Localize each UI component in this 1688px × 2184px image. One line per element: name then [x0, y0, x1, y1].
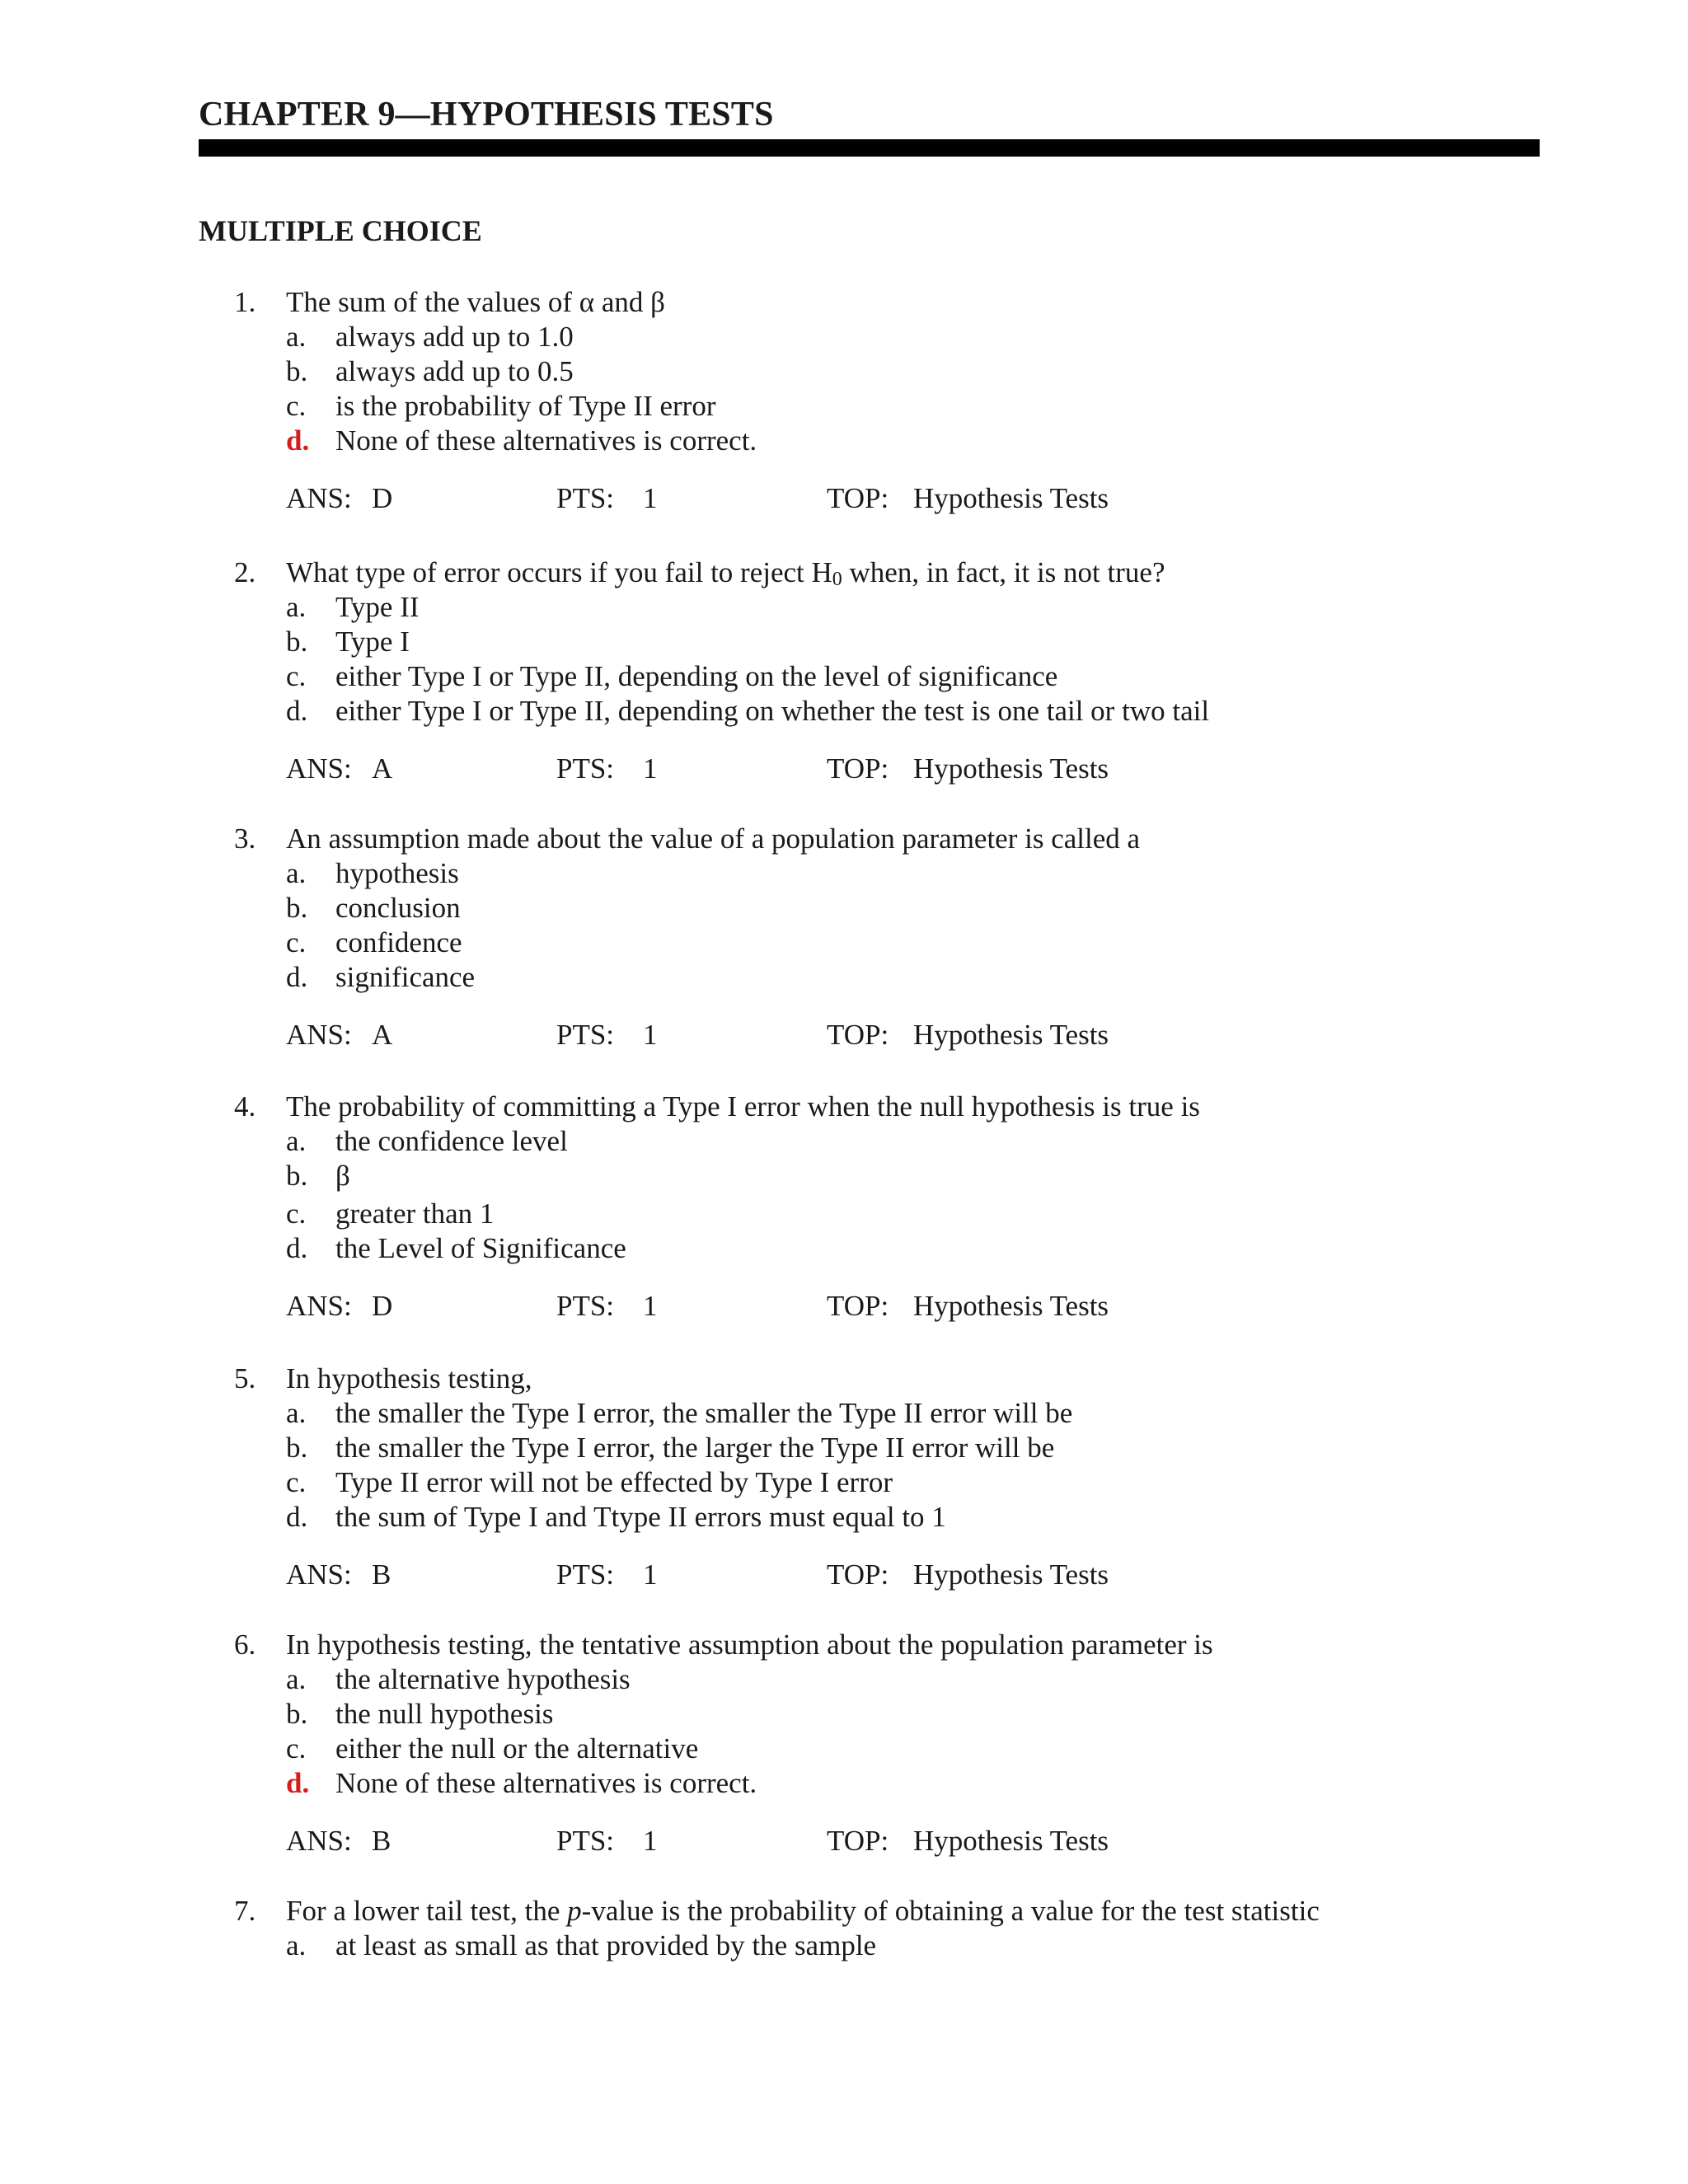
top-value: Hypothesis Tests: [913, 1019, 1109, 1051]
ans-value: D: [372, 1290, 393, 1322]
option-b: [0, 1159, 1688, 1197]
option-b: [0, 891, 1688, 926]
option-text: the confidence level: [335, 1125, 568, 1157]
question-2: [0, 555, 1688, 786]
option-text: either Type I or Type II, depending on whether the test is one tail or two tail: [335, 695, 1210, 727]
option-letter: c.: [286, 390, 307, 422]
option-text: either the null or the alternative: [335, 1732, 699, 1765]
option-letter-highlighted: d.: [286, 1767, 310, 1799]
option-a: [0, 1124, 1688, 1159]
option-d: [0, 960, 1688, 995]
question-number: 3.: [234, 823, 256, 855]
option-text: always add up to 1.0: [335, 321, 574, 353]
option-c: [0, 1465, 1688, 1500]
top-label: TOP:: [827, 752, 889, 785]
question-6: [0, 1628, 1688, 1858]
option-letter: a.: [286, 857, 307, 889]
ans-label: ANS:: [286, 1019, 352, 1051]
question-number: 1.: [234, 286, 256, 318]
question-number: 6.: [234, 1629, 256, 1661]
option-text: always add up to 0.5: [335, 355, 574, 387]
question-number: 2.: [234, 556, 256, 588]
stem-part: What type of error occurs if you fail to reject H: [286, 556, 832, 588]
answer-meta: [0, 752, 1688, 786]
question-stem: In hypothesis testing, the tentative assumption about the population parameter is: [286, 1629, 1213, 1661]
question-number: 5.: [234, 1362, 256, 1394]
option-text: hypothesis: [335, 857, 459, 889]
pts-value: 1: [643, 1825, 658, 1857]
option-d: [0, 694, 1688, 729]
option-text: greater than 1: [335, 1197, 495, 1230]
option-letter: c.: [286, 926, 307, 958]
answer-meta: [0, 1289, 1688, 1324]
option-d: [0, 1231, 1688, 1266]
question-stem: In hypothesis testing,: [286, 1362, 532, 1394]
question-stem-line: [0, 1628, 1688, 1662]
option-letter: b.: [286, 892, 308, 924]
option-text: is the probability of Type II error: [335, 390, 716, 422]
ans-value: D: [372, 482, 393, 514]
option-letter: a.: [286, 1397, 307, 1429]
question-3: [0, 822, 1688, 1052]
ans-label: ANS:: [286, 1558, 352, 1591]
option-d: [0, 1766, 1688, 1801]
top-value: Hypothesis Tests: [913, 1290, 1109, 1322]
option-text: the smaller the Type I error, the smaller the Type II error will be: [335, 1397, 1073, 1429]
stem-subscript: 0: [832, 569, 842, 590]
option-a: [0, 320, 1688, 354]
stem-italic: p: [567, 1895, 582, 1927]
option-letter: a.: [286, 1929, 307, 1961]
question-stem: An assumption made about the value of a population parameter is called a: [286, 823, 1141, 855]
pts-label: PTS:: [556, 1825, 615, 1857]
option-text: the sum of Type I and Ttype II errors must equal to 1: [335, 1501, 946, 1533]
option-text: None of these alternatives is correct.: [335, 424, 757, 457]
top-value: Hypothesis Tests: [913, 1558, 1109, 1591]
pts-value: 1: [643, 1290, 658, 1322]
answer-meta: [0, 1558, 1688, 1592]
option-text: Type II error will not be effected by Type I error: [335, 1466, 893, 1498]
option-a: [0, 1929, 1688, 1963]
option-b: [0, 1697, 1688, 1732]
title-rule: [199, 139, 1540, 157]
pts-label: PTS:: [556, 1558, 615, 1591]
pts-value: 1: [643, 1019, 658, 1051]
option-c: [0, 659, 1688, 694]
top-label: TOP:: [827, 1825, 889, 1857]
option-letter: d.: [286, 1232, 308, 1264]
option-letter: a.: [286, 321, 307, 353]
option-b: [0, 354, 1688, 389]
pts-label: PTS:: [556, 1019, 615, 1051]
option-letter: d.: [286, 695, 308, 727]
option-c: [0, 1732, 1688, 1766]
option-text: significance: [335, 961, 476, 993]
ans-value: A: [372, 1019, 393, 1051]
ans-label: ANS:: [286, 482, 352, 514]
question-stem-line: [0, 1090, 1688, 1124]
option-text: β: [335, 1160, 350, 1192]
option-letter: a.: [286, 1663, 307, 1695]
option-a: [0, 1396, 1688, 1431]
ans-value: B: [372, 1558, 392, 1591]
top-label: TOP:: [827, 1290, 889, 1322]
option-letter: c.: [286, 1732, 307, 1765]
option-letter: b.: [286, 1160, 308, 1192]
top-value: Hypothesis Tests: [913, 1825, 1109, 1857]
option-b: [0, 1431, 1688, 1465]
answer-meta: [0, 481, 1688, 516]
option-letter: c.: [286, 1197, 307, 1230]
top-label: TOP:: [827, 482, 889, 514]
option-d: [0, 1500, 1688, 1535]
ans-label: ANS:: [286, 1825, 352, 1857]
option-text: the alternative hypothesis: [335, 1663, 631, 1695]
option-letter: b.: [286, 626, 308, 658]
question-stem: The sum of the values of α and β: [286, 286, 665, 318]
option-letter: d.: [286, 1501, 308, 1533]
option-text: either Type I or Type II, depending on the level of significance: [335, 660, 1058, 692]
pts-value: 1: [643, 752, 658, 785]
option-letter: c.: [286, 660, 307, 692]
chapter-title: CHAPTER 9—HYPOTHESIS TESTS: [199, 96, 774, 134]
option-text: confidence: [335, 926, 462, 958]
option-text: at least as small as that provided by the sample: [335, 1929, 877, 1961]
option-text: Type II: [335, 591, 420, 623]
question-4: [0, 1090, 1688, 1324]
question-stem-line: [0, 822, 1688, 856]
pts-label: PTS:: [556, 1290, 615, 1322]
option-text: conclusion: [335, 892, 461, 924]
question-1: [0, 285, 1688, 516]
section-heading: MULTIPLE CHOICE: [199, 214, 482, 247]
answer-meta: [0, 1824, 1688, 1858]
option-a: [0, 1662, 1688, 1697]
pts-value: 1: [643, 482, 658, 514]
option-text: the smaller the Type I error, the larger the Type II error will be: [335, 1432, 1055, 1464]
option-letter: b.: [286, 355, 308, 387]
option-letter: a.: [286, 591, 307, 623]
ans-label: ANS:: [286, 752, 352, 785]
top-label: TOP:: [827, 1019, 889, 1051]
top-value: Hypothesis Tests: [913, 752, 1109, 785]
option-letter: d.: [286, 961, 308, 993]
question-stem: The probability of committing a Type I error when the null hypothesis is true is: [286, 1090, 1200, 1122]
top-value: Hypothesis Tests: [913, 482, 1109, 514]
question-stem-line: [0, 285, 1688, 320]
stem-part: when, in fact, it is not true?: [842, 556, 1165, 588]
ans-value: B: [372, 1825, 392, 1857]
question-stem-line: [0, 1894, 1688, 1929]
pts-label: PTS:: [556, 752, 615, 785]
ans-value: A: [372, 752, 393, 785]
option-text: the Level of Significance: [335, 1232, 626, 1264]
option-text: Type I: [335, 626, 410, 658]
option-text: None of these alternatives is correct.: [335, 1767, 757, 1799]
pts-value: 1: [643, 1558, 658, 1591]
option-letter: b.: [286, 1698, 308, 1730]
question-stem-line: [0, 1361, 1688, 1396]
question-number: 7.: [234, 1895, 256, 1927]
option-letter: a.: [286, 1125, 307, 1157]
option-d: [0, 424, 1688, 458]
stem-part: For a lower tail test, the: [286, 1895, 568, 1927]
question-7: [0, 1894, 1688, 1963]
option-a: [0, 590, 1688, 625]
question-stem-line: [0, 555, 1688, 590]
option-a: [0, 856, 1688, 891]
question-stem: [286, 555, 1165, 590]
question-stem: [286, 1894, 1320, 1929]
option-text: the null hypothesis: [335, 1698, 554, 1730]
pts-label: PTS:: [556, 482, 615, 514]
answer-meta: [0, 1018, 1688, 1052]
top-label: TOP:: [827, 1558, 889, 1591]
option-letter: b.: [286, 1432, 308, 1464]
option-letter-highlighted: d.: [286, 424, 310, 457]
question-5: [0, 1361, 1688, 1592]
option-c: [0, 926, 1688, 960]
option-letter: c.: [286, 1466, 307, 1498]
option-c: [0, 389, 1688, 424]
ans-label: ANS:: [286, 1290, 352, 1322]
stem-part: -value is the probability of obtaining a value for the test statistic: [581, 1895, 1320, 1927]
option-c: [0, 1197, 1688, 1231]
option-b: [0, 625, 1688, 659]
question-number: 4.: [234, 1090, 256, 1122]
